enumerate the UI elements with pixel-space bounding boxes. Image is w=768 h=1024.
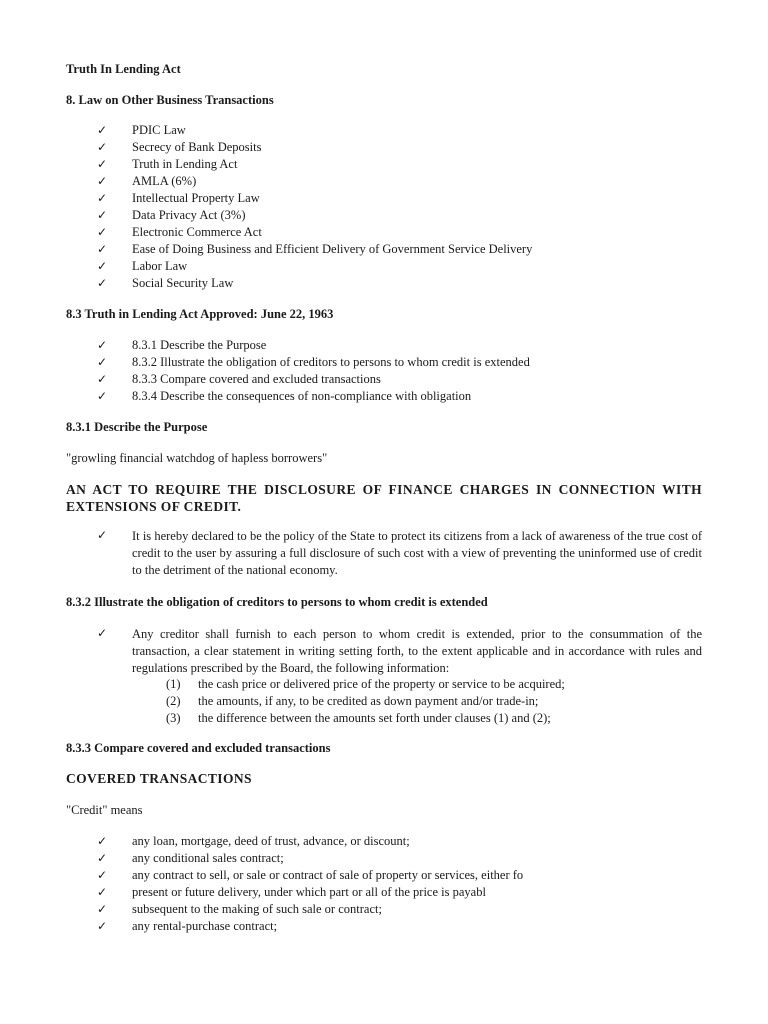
checkmark-icon: ✓ (97, 338, 108, 352)
section-heading-8-3-2: 8.3.2 Illustrate the obligation of creditors to persons to whom credit is extended (66, 595, 488, 609)
checkmark-icon: ✓ (97, 389, 108, 403)
checkmark-icon: ✓ (97, 355, 108, 369)
checkmark-icon: ✓ (97, 123, 108, 137)
checkmark-icon: ✓ (97, 626, 108, 640)
checkmark-icon: ✓ (97, 528, 108, 542)
checkmark-icon: ✓ (97, 208, 108, 222)
checkmark-icon: ✓ (97, 834, 108, 848)
checkmark-icon: ✓ (97, 174, 108, 188)
checkmark-icon: ✓ (97, 276, 108, 290)
covered-transactions-heading: COVERED TRANSACTIONS (66, 771, 252, 786)
act-title: AN ACT TO REQUIRE THE DISCLOSURE OF FINANCE CHARGES IN CONNECTION WITH EXTENSIONS OF CREDIT. (66, 482, 702, 514)
checkmark-icon: ✓ (97, 140, 108, 154)
checkmark-icon: ✓ (97, 868, 108, 882)
obligation-paragraph: Any creditor shall furnish to each person to whom credit is extended, prior to the consummation of the transaction, a clear statement in writing setting forth, to the extent applicable and in accordance with rules and regulations prescribed by the Board, the following information: (132, 627, 702, 675)
section-heading-8-3-3: 8.3.3 Compare covered and excluded transactions (66, 741, 331, 755)
credit-means-label: "Credit" means (66, 803, 143, 817)
checkmark-icon: ✓ (97, 191, 108, 205)
section-heading-8-3: 8.3 Truth in Lending Act Approved: June 22, 1963 (66, 307, 334, 321)
section-heading-8-3-1: 8.3.1 Describe the Purpose (66, 420, 208, 434)
section-heading-8: 8. Law on Other Business Transactions (66, 93, 274, 107)
quote-text: "growling financial watchdog of hapless borrowers" (66, 451, 328, 465)
checkmark-icon: ✓ (97, 242, 108, 256)
checkmark-icon: ✓ (97, 902, 108, 916)
checkmark-icon: ✓ (97, 157, 108, 171)
checkmark-icon: ✓ (97, 919, 108, 933)
policy-paragraph: It is hereby declared to be the policy of the State to protect its citizens from a lack of awareness of the true cost of credit to the user by assuring a full disclosure of such cost with a view of preventing the uninformed use of credit to the detriment of the national economy. (132, 529, 702, 577)
document-title: Truth In Lending Act (66, 62, 181, 76)
checkmark-icon: ✓ (97, 851, 108, 865)
checkmark-icon: ✓ (97, 259, 108, 273)
checkmark-icon: ✓ (97, 225, 108, 239)
checkmark-icon: ✓ (97, 372, 108, 386)
checkmark-icon: ✓ (97, 885, 108, 899)
